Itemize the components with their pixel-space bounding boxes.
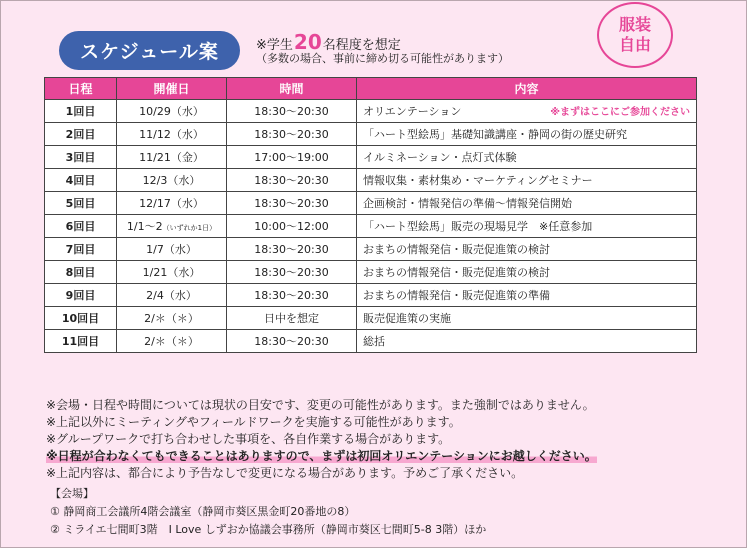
content-cell: おまちの情報発信・販売促進策の検討 — [357, 261, 697, 284]
header-session: 日程 — [45, 78, 117, 100]
schedule-table — [44, 77, 697, 353]
content-cell: 販売促進策の実施 — [357, 307, 697, 330]
note-line: ※会場・日程や時間については現状の目安です、変更の可能性があります。また強制ではありません。 — [46, 398, 595, 412]
date-cell: 1/7（水） — [117, 238, 227, 261]
table-row — [45, 192, 697, 215]
venue-block — [50, 485, 486, 539]
table-row — [45, 146, 697, 169]
schedule-title-text: スケジュール案 — [80, 41, 219, 63]
time-cell: 18:30〜20:30 — [227, 192, 357, 215]
content-cell: イルミネーション・点灯式体験 — [357, 146, 697, 169]
session-cell: 11回目 — [45, 330, 117, 353]
participant-subnote: （多数の場合、事前に締め切る可能性があります） — [256, 52, 509, 65]
participant-note-suffix: 名程度を想定 — [322, 38, 401, 53]
time-cell: 18:30〜20:30 — [227, 100, 357, 123]
session-cell: 2回目 — [45, 123, 117, 146]
table-row — [45, 284, 697, 307]
venue-item: ② ミライエ七間町3階 I Love しずおか協議会事務所（静岡市葵区七間町5-8 3階）ほか — [50, 523, 487, 536]
venue-heading: 【会場】 — [50, 487, 94, 500]
content-cell: 総括 — [357, 330, 697, 353]
header-date: 開催日 — [117, 78, 227, 100]
date-cell: 11/21（金） — [117, 146, 227, 169]
table-row — [45, 330, 697, 353]
header-content: 内容 — [357, 78, 697, 100]
dress-code-badge — [597, 2, 673, 68]
content-cell: 企画検討・情報発信の準備〜情報発信開始 — [357, 192, 697, 215]
time-cell: 10:00〜12:00 — [227, 215, 357, 238]
note-line: ※上記内容は、都合により予告なしで変更になる場合があります。予めご了承ください。 — [46, 466, 524, 480]
badge-line2: 自由 — [618, 35, 651, 54]
date-cell: 1/21（水） — [117, 261, 227, 284]
content-cell: 「ハート型絵馬」基礎知識講座・静岡の街の歴史研究 — [357, 123, 697, 146]
session-cell: 7回目 — [45, 238, 117, 261]
date-cell: 12/17（水） — [117, 192, 227, 215]
session-cell: 1回目 — [45, 100, 117, 123]
session-cell: 3回目 — [45, 146, 117, 169]
badge-line1: 服装 — [618, 15, 651, 34]
session-cell: 10回目 — [45, 307, 117, 330]
date-cell: 12/3（水） — [117, 169, 227, 192]
table-row — [45, 123, 697, 146]
note-line-highlight — [46, 448, 597, 465]
date-text: 1/1〜2 — [126, 220, 163, 233]
date-cell: 2/＊（＊） — [117, 330, 227, 353]
date-small-note: （いずれか1日） — [162, 224, 217, 232]
date-cell: 10/29（水） — [117, 100, 227, 123]
session-cell: 9回目 — [45, 284, 117, 307]
table-row — [45, 100, 697, 123]
date-cell: 11/12（水） — [117, 123, 227, 146]
table-row — [45, 215, 697, 238]
session-cell: 6回目 — [45, 215, 117, 238]
venue-item: ① 静岡商工会議所4階会議室（静岡市葵区黒金町20番地の8） — [50, 505, 356, 518]
time-cell: 18:30〜20:30 — [227, 330, 357, 353]
date-cell — [117, 215, 227, 238]
note-line: ※グループワークで打ち合わせした事項を、各自作業する場合があります。 — [46, 432, 451, 446]
content-cell: おまちの情報発信・販売促進策の検討 — [357, 238, 697, 261]
header-time: 時間 — [227, 78, 357, 100]
join-first-note: ※まずはここにご参加ください — [550, 107, 690, 118]
time-cell: 18:30〜20:30 — [227, 238, 357, 261]
content-cell: 「ハート型絵馬」販売の現場見学 ※任意参加 — [357, 215, 697, 238]
note-line: ※上記以外にミーティングやフィールドワークを実施する可能性があります。 — [46, 415, 461, 429]
session-cell: 4回目 — [45, 169, 117, 192]
highlighted-note: ※日程が合わなくてもできることはありますので、まずは初回オリエンテーションにお越しください。 — [46, 449, 597, 463]
table-row — [45, 307, 697, 330]
session-cell: 5回目 — [45, 192, 117, 215]
date-cell: 2/4（水） — [117, 284, 227, 307]
participant-note-prefix: ※学生 — [256, 38, 293, 53]
table-row — [45, 238, 697, 261]
time-cell: 18:30〜20:30 — [227, 169, 357, 192]
time-cell: 17:00〜19:00 — [227, 146, 357, 169]
time-cell: 18:30〜20:30 — [227, 261, 357, 284]
schedule-title — [59, 31, 240, 70]
time-cell: 18:30〜20:30 — [227, 123, 357, 146]
table-header-row — [45, 78, 697, 100]
table-row — [45, 261, 697, 284]
session-cell: 8回目 — [45, 261, 117, 284]
content-cell: おまちの情報発信・販売促進策の準備 — [357, 284, 697, 307]
table-row — [45, 169, 697, 192]
content-cell — [357, 100, 697, 123]
time-cell: 18:30〜20:30 — [227, 284, 357, 307]
date-cell: 2/＊（＊） — [117, 307, 227, 330]
participant-count: 20 — [293, 30, 322, 54]
content-text: オリエンテーション — [363, 105, 462, 118]
time-cell: 日中を想定 — [227, 307, 357, 330]
notes-block — [46, 397, 597, 482]
content-cell: 情報収集・素材集め・マーケティングセミナー — [357, 169, 697, 192]
